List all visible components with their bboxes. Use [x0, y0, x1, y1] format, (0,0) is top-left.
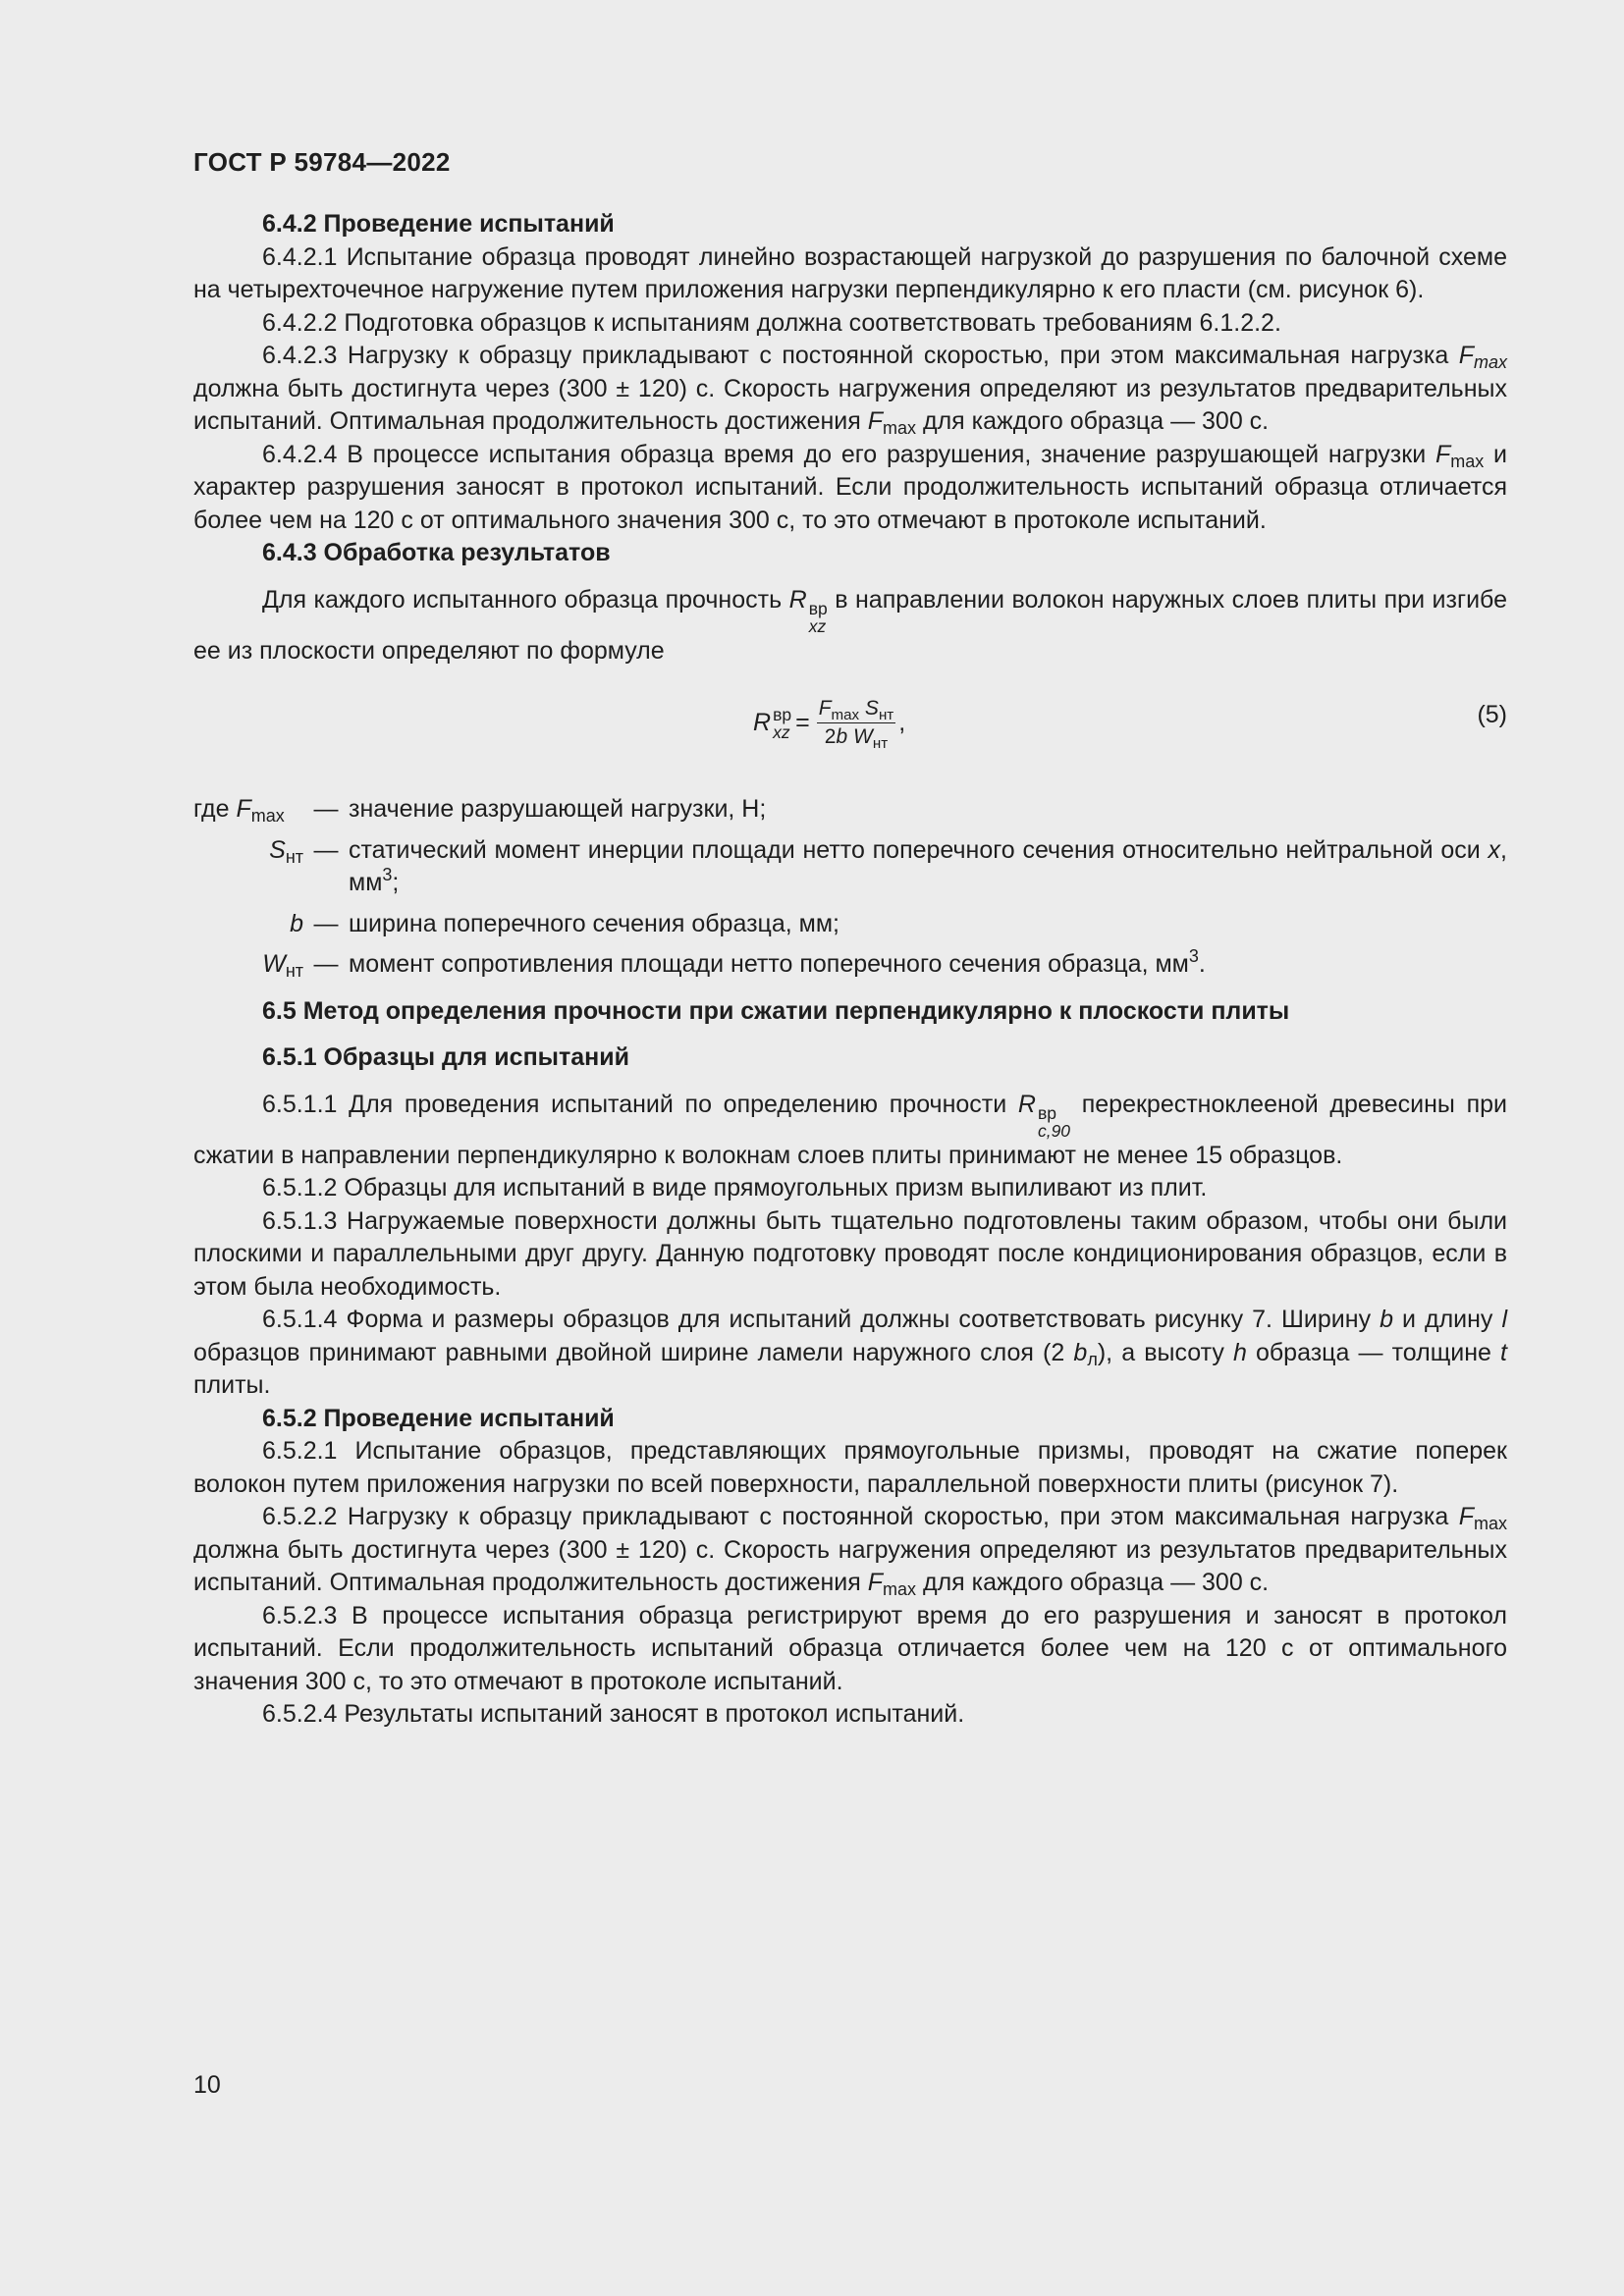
variable-x: x — [1488, 835, 1501, 864]
subscript-nt: нт — [285, 961, 303, 981]
symbol-f: F — [236, 795, 251, 823]
variable-l: l — [1501, 1306, 1508, 1333]
superscript-3: 3 — [1188, 946, 1199, 966]
formula-num-s: S — [864, 697, 879, 720]
text-segment: образцов принимают равными двойной ширине ламели наружного слоя (2 — [193, 1338, 1074, 1366]
subscript-max: max — [250, 806, 285, 826]
paragraph-6-4-3-intro — [193, 584, 1507, 668]
text-segment: , мм — [349, 835, 1507, 896]
text-segment: 6.5.2.2 Нагрузку к образцу прикладывают с постоянной скоростью, при этом максимальная нагрузка — [262, 1503, 1459, 1530]
formula-lhs-sup: вр — [773, 704, 792, 724]
text-segment: 6.5.1.4 Форма и размеры образцов для испытаний должны соответствовать рисунку 7. Ширину — [262, 1306, 1380, 1333]
paragraph-6-4-2-2: 6.4.2.2 Подготовка образцов к испытаниям должна соответствовать требованиям 6.1.2.2. — [262, 308, 1281, 337]
formula-denominator — [825, 723, 888, 751]
superscript-vr: вр — [1037, 1102, 1056, 1123]
definition-dash: — — [313, 950, 339, 978]
text-segment: момент сопротивления площади нетто поперечного сечения образца, мм — [349, 950, 1189, 978]
text-segment: 6.5.1.1 Для проведения испытаний по определению прочности — [262, 1090, 1018, 1118]
definition-text: значение разрушающей нагрузки, Н; — [349, 795, 767, 823]
paragraph-6-5-2-2 — [193, 1501, 1507, 1600]
definition-symbol — [193, 793, 303, 827]
text-segment: перекрестноклееной древесины при сжатии в направлении перпендикулярно к волокнам слоев плиты принимают не менее 15 образцов. — [193, 1090, 1507, 1169]
variable-h: h — [1232, 1338, 1247, 1366]
paragraph-6-4-2-3 — [193, 340, 1507, 439]
symbol-s: S — [269, 835, 286, 864]
text-segment: в направлении волокон наружных слоев плиты при изгибе ее из плоскости определяют по формуле — [193, 585, 1507, 665]
subscript-l: л — [1087, 1349, 1098, 1369]
formula-lhs-indices — [773, 706, 791, 741]
symbol-r: R — [1017, 1090, 1036, 1118]
formula-equals: = — [795, 708, 810, 736]
formula-den-w-sub: нт — [872, 735, 889, 752]
sup-sub-stack — [1038, 1104, 1070, 1140]
paragraph-6-5-1-3: 6.5.1.3 Нагружаемые поверхности должны быть тщательно подготовлены таким образом, чтобы они были плоскими и параллельными друг другу. Данную подготовку проводят после кондиционирования образцов, если в этом была необходимость. — [193, 1206, 1507, 1301]
text-segment: для каждого образца — 300 с. — [916, 407, 1270, 435]
paragraph-6-5-1-2: 6.5.1.2 Образцы для испытаний в виде прямоугольных призм выпиливают из плит. — [262, 1174, 1208, 1201]
section-heading-6-5-1: 6.5.1 Образцы для испытаний — [262, 1043, 629, 1071]
symbol-r: R — [788, 585, 807, 614]
superscript-3: 3 — [382, 865, 393, 884]
text-segment: и длину — [1393, 1306, 1502, 1333]
paragraph-6-5-2-3: 6.5.2.3 В процессе испытания образца регистрируют время до его разрушения и заносят в протокол испытаний. Если продолжительность испытаний образца отличается более чем на 120 с от оптимального значения 300 с, то это отмечают в протоколе испытаний. — [193, 1601, 1507, 1695]
variable-b: b — [1380, 1306, 1393, 1333]
symbol-f: F — [1458, 1503, 1474, 1530]
subscript-max: max — [1473, 1514, 1507, 1533]
subscript-nt: нт — [285, 846, 303, 867]
definition-row — [193, 908, 1507, 941]
variable-b: b — [1073, 1338, 1088, 1366]
symbol-f: F — [1458, 342, 1474, 369]
text-segment: образца — толщине — [1246, 1338, 1501, 1366]
formula-fraction — [817, 695, 896, 751]
variable-t: t — [1500, 1338, 1507, 1366]
paragraph-6-4-2-1: 6.4.2.1 Испытание образца проводят линейно возрастающей нагрузкой до разрушения по балочной схеме на четырехточечное нагружение путем приложения нагрузки перпендикулярно к его пласти (см. рисунок 6). — [193, 242, 1507, 303]
text-segment: 6.4.2.4 В процессе испытания образца время до его разрушения, значение разрушающей нагрузки — [262, 440, 1435, 468]
definition-row — [193, 948, 1507, 982]
text-segment: . — [1198, 950, 1206, 978]
subscript-xz: xz — [808, 615, 827, 636]
definition-symbol — [193, 908, 303, 941]
formula-den-coef: 2 — [824, 725, 837, 748]
where-lead: где — [193, 795, 230, 823]
page-body — [193, 147, 1507, 1732]
formula-num-f-sub: max — [831, 707, 860, 723]
text-segment: плиты. — [193, 1371, 271, 1399]
formula-lhs-sub: xz — [773, 721, 790, 742]
symbol-f: F — [1435, 440, 1451, 468]
symbol-b: b — [290, 909, 303, 937]
subscript-c90: c,90 — [1037, 1120, 1071, 1141]
paragraph-6-5-2-4: 6.5.2.4 Результаты испытаний заносят в протокол испытаний. — [262, 1700, 965, 1728]
formula-den-b: b — [836, 725, 848, 748]
definition-row — [193, 793, 1507, 827]
superscript-vr: вр — [808, 598, 828, 618]
formula-den-w: W — [853, 725, 873, 748]
subscript-max: max — [1450, 451, 1485, 471]
symbol-f: F — [867, 1569, 884, 1596]
section-heading-6-4-3: 6.4.3 Обработка результатов — [262, 539, 611, 566]
definition-text — [349, 834, 1507, 900]
symbol-f: F — [867, 407, 884, 435]
paragraph-6-4-2-4 — [193, 439, 1507, 538]
document-code-header: ГОСТ Р 59784—2022 — [193, 147, 451, 177]
definition-dash: — — [313, 835, 339, 864]
sup-sub-stack — [809, 600, 828, 635]
definition-dash: — — [313, 909, 339, 937]
subscript-max: max — [883, 1579, 917, 1599]
text-segment: 6.4.2.3 Нагрузку к образцу прикладывают с постоянной скоростью, при этом максимальная нагрузка — [262, 342, 1459, 369]
subscript-max: max — [883, 418, 917, 438]
formula-5 — [193, 687, 1507, 777]
formula-expression — [753, 695, 905, 751]
section-heading-6-5: 6.5 Метод определения прочности при сжатии перпендикулярно к плоскости плиты — [262, 996, 1290, 1025]
page-number: 10 — [193, 2071, 221, 2099]
definition-row — [193, 834, 1507, 900]
text-segment: Для каждого испытанного образца прочность — [262, 585, 789, 614]
subscript-max: max — [1473, 352, 1507, 372]
formula-trailing-comma: , — [898, 708, 906, 736]
formula-num-f: F — [818, 697, 832, 720]
definition-dash: — — [313, 795, 339, 823]
definition-text: ширина поперечного сечения образца, мм; — [349, 909, 839, 937]
variable-definitions — [193, 793, 1507, 982]
formula-numerator — [817, 695, 896, 723]
text-segment: для каждого образца — 300 с. — [916, 1569, 1270, 1596]
formula-lhs-symbol: R — [753, 708, 772, 736]
symbol-w: W — [262, 950, 286, 978]
definition-symbol — [193, 834, 303, 868]
formula-num-s-sub: нт — [878, 707, 894, 723]
text-segment: должна быть достигнута через (300 ± 120) с. Скорость нагружения определяют из результатов предварительных испытаний. Оптимальная продолжительность достижения — [193, 374, 1507, 435]
text-segment: должна быть достигнута через (300 ± 120) с. Скорость нагружения определяют из результатов предварительных испытаний. Оптимальная продолжительность достижения — [193, 1535, 1507, 1596]
section-heading-6-4-2: 6.4.2 Проведение испытаний — [262, 210, 615, 238]
text-segment: и характер разрушения заносят в протокол испытаний. Если продолжительность испытаний образца отличается более чем на 120 с от оптимального значения 300 с, то это отмечают в протоколе испытаний. — [193, 440, 1507, 534]
formula-number: (5) — [1477, 701, 1507, 728]
section-heading-6-5-2: 6.5.2 Проведение испытаний — [262, 1404, 615, 1432]
paragraph-6-5-1-1 — [193, 1089, 1507, 1173]
paragraph-6-5-1-4 — [193, 1304, 1507, 1403]
text-segment: ; — [392, 869, 400, 896]
text-segment: ), а высоту — [1097, 1338, 1233, 1366]
definition-text — [349, 948, 1507, 982]
paragraph-6-5-2-1: 6.5.2.1 Испытание образцов, представляющих прямоугольные призмы, проводят на сжатие поперек волокон путем приложения нагрузки по всей поверхности, параллельной поверхности плиты (рисунок 7). — [193, 1437, 1507, 1498]
definition-symbol — [193, 948, 303, 982]
text-segment: статический момент инерции площади нетто поперечного сечения относительно нейтральной оси — [349, 835, 1489, 864]
